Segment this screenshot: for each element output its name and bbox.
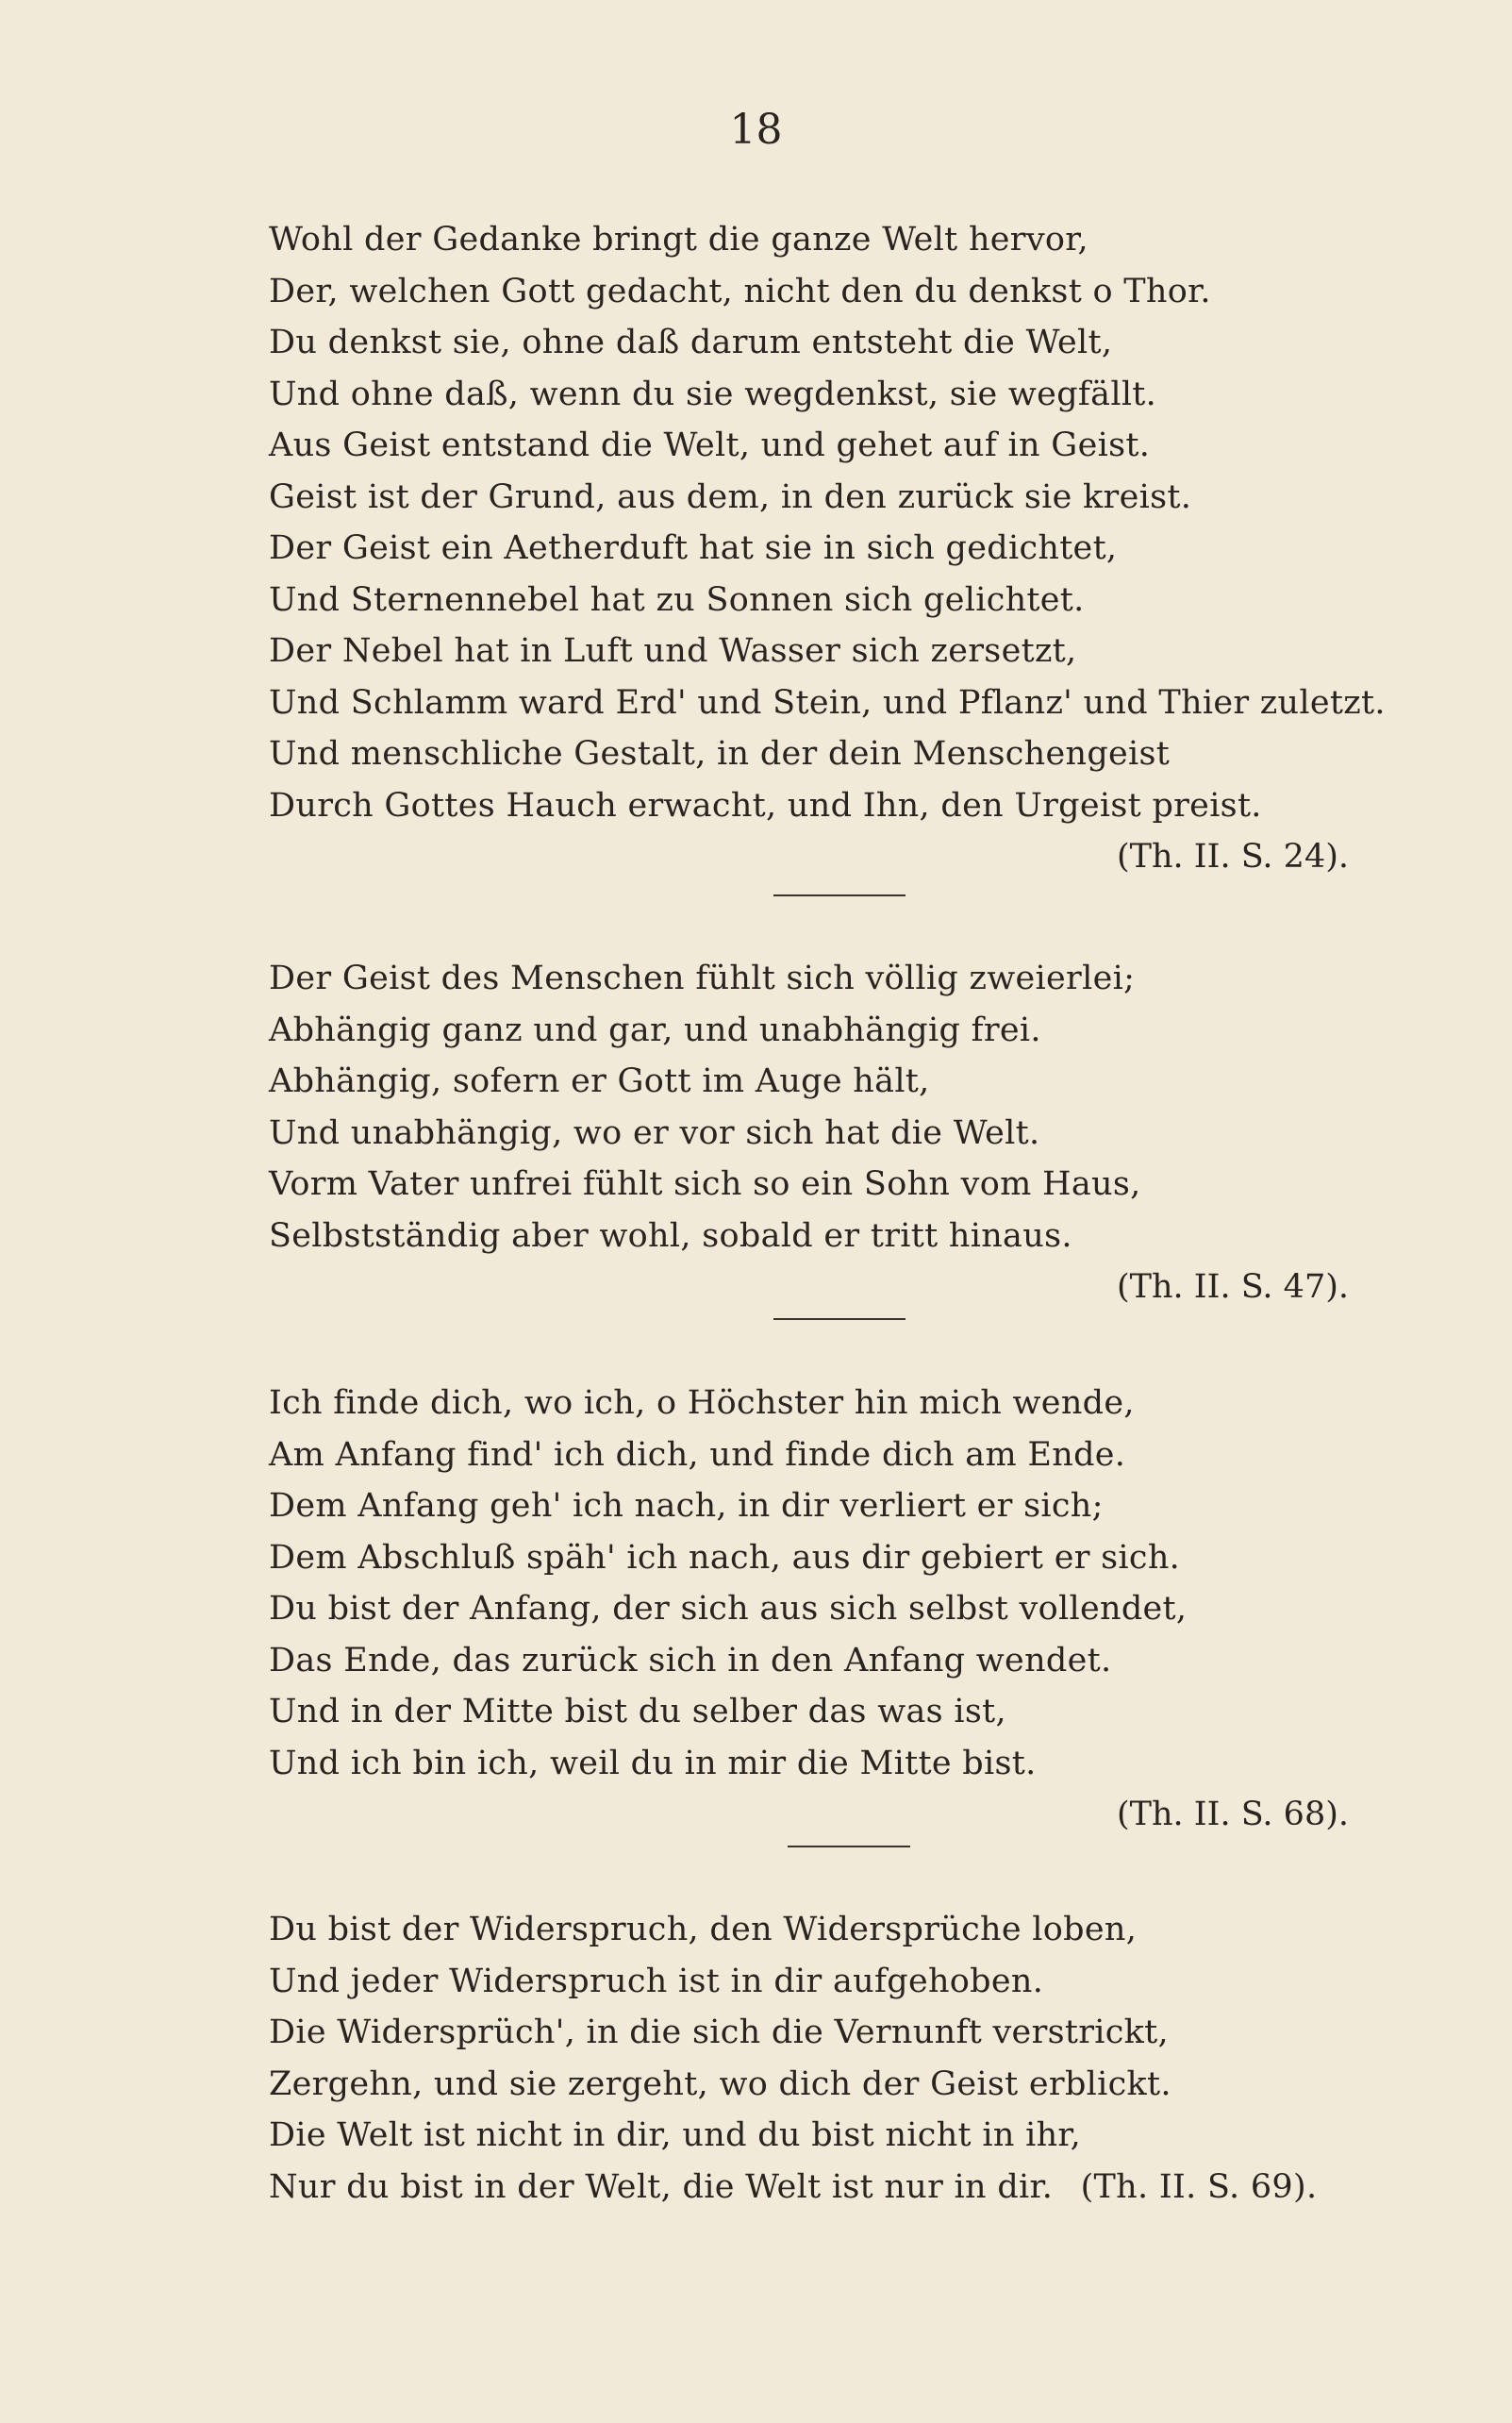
verse-line: Und Schlamm ward Erd' und Stein, und Pflanz' und Thier zuletzt. [269, 683, 1386, 722]
stanza-3 [269, 1378, 1438, 1841]
source-citation: (Th. II. S. 47). [1117, 1268, 1349, 1306]
verse-line: Du bist der Widerspruch, den Widersprüche loben, [269, 1911, 1138, 1948]
verse-line: Geist ist der Grund, aus dem, in den zurück sie kreist. [269, 477, 1192, 516]
verse-line: Am Anfang find' ich dich, und finde dich am Ende. [269, 1435, 1126, 1474]
verse-line: Und menschliche Gestalt, in der dein Menschengeist [269, 735, 1171, 773]
section-divider [773, 1318, 906, 1320]
verse-line: Und in der Mitte bist du selber das was ist, [269, 1693, 1006, 1730]
stanza-4 [269, 1904, 1438, 2213]
verse-line: Und ich bin ich, weil du in mir die Mitte bist. [269, 1744, 1037, 1782]
source-citation: (Th. II. S. 69). [1080, 2167, 1318, 2206]
verse-line: Der, welchen Gott gedacht, nicht den du denkst o Thor. [269, 272, 1211, 310]
verse-line: Der Geist des Menschen fühlt sich völlig zweierlei; [269, 960, 1136, 997]
verse-line: Vorm Vater unfrei fühlt sich so ein Sohn vom Haus, [269, 1165, 1141, 1203]
verse-line: Die Welt ist nicht in dir, und du bist nicht in ihr, [269, 2116, 1082, 2154]
verse-line: Die Widersprüch', in die sich die Vernunft verstrickt, [269, 2014, 1169, 2051]
source-citation: (Th. II. S. 68). [1117, 1796, 1349, 1833]
page-number: 18 [729, 106, 783, 154]
verse-line: Zergehn, und sie zergeht, wo dich der Geist erblickt. [269, 2064, 1171, 2103]
verse-line: Du denkst sie, ohne daß darum entsteht die Welt, [269, 324, 1113, 361]
verse-line: Und unabhängig, wo er vor sich hat die Welt. [269, 1113, 1040, 1152]
verse-line: Du bist der Anfang, der sich aus sich selbst vollendet, [269, 1590, 1188, 1628]
section-divider [788, 1846, 910, 1847]
verse-line: Dem Abschluß späh' ich nach, aus dir gebiert er sich. [269, 1538, 1181, 1577]
verse-line: Und ohne daß, wenn du sie wegdenkst, sie wegfällt. [269, 375, 1157, 413]
verse-line: Selbstständig aber wohl, sobald er tritt hinaus. [269, 1216, 1072, 1255]
verse-line: Das Ende, das zurück sich in den Anfang wendet. [269, 1641, 1112, 1679]
verse-line: Abhängig ganz und gar, und unabhängig frei. [269, 1011, 1041, 1049]
verse-line-final [269, 2162, 1438, 2214]
verse-line: Aus Geist entstand die Welt, und gehet auf in Geist. [269, 426, 1151, 464]
verse-line: Und Sternennebel hat zu Sonnen sich gelichtet. [269, 580, 1085, 619]
verse-line: Dem Anfang geh' ich nach, in dir verliert er sich; [269, 1487, 1104, 1525]
verse-line: Ich finde dich, wo ich, o Höchster hin mich wende, [269, 1384, 1135, 1422]
verse-line: Wohl der Gedanke bringt die ganze Welt hervor, [269, 221, 1088, 259]
stanza-1 [269, 214, 1438, 883]
verse-line: Der Nebel hat in Luft und Wasser sich zersetzt, [269, 632, 1077, 670]
stanza-2 [269, 953, 1438, 1313]
verse-line: Abhängig, sofern er Gott im Auge hält, [269, 1062, 930, 1100]
section-divider [773, 894, 906, 896]
source-citation: (Th. II. S. 24). [1117, 838, 1349, 876]
verse-line: Durch Gottes Hauch erwacht, und Ihn, den Urgeist preist. [269, 786, 1262, 825]
verse-line: Der Geist ein Aetherduft hat sie in sich gedichtet, [269, 529, 1118, 567]
verse-text: Nur du bist in der Welt, die Welt ist nur in dir. [269, 2167, 1054, 2206]
verse-line: Und jeder Widerspruch ist in dir aufgehoben. [269, 1962, 1044, 2000]
